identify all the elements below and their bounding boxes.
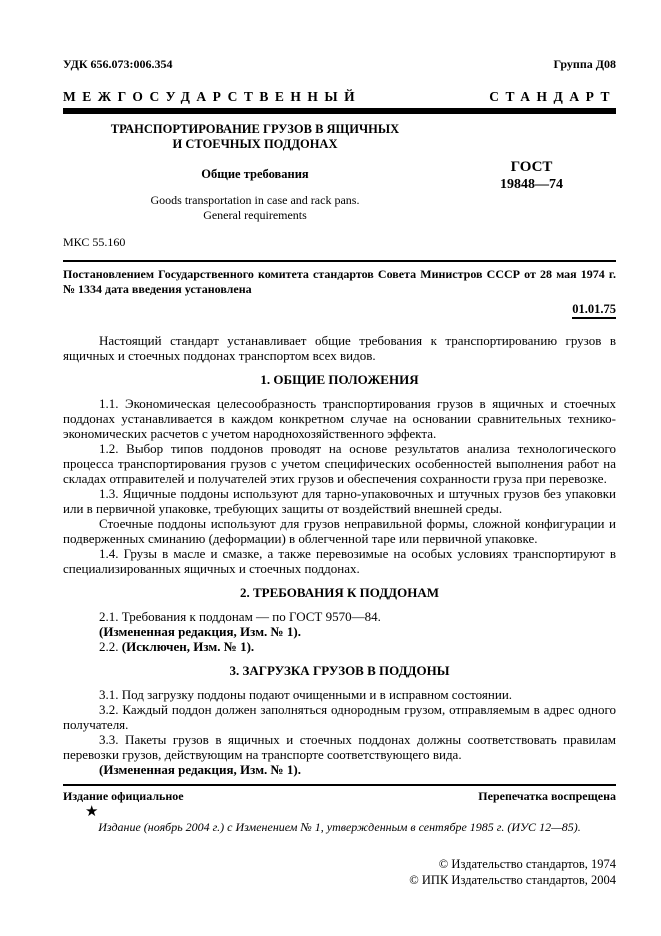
- paragraph: [63, 441, 616, 486]
- decree-rule: [63, 260, 616, 262]
- text-run: 1.4. Грузы в масле и смазке, а также перевозимые на особых условиях транспортируют в специализированных ящичных и стоечных поддонах.: [63, 546, 616, 576]
- copyrights: [63, 856, 616, 888]
- footer-row: [63, 789, 616, 804]
- header-bar: [63, 108, 616, 114]
- paragraph: [63, 687, 616, 702]
- sections: [63, 372, 616, 777]
- paragraph: [63, 516, 616, 546]
- header-meta-row: [63, 57, 616, 72]
- text-run: (Измененная редакция, Изм. № 1).: [99, 624, 301, 639]
- title-en: [63, 193, 447, 223]
- text-run: 3.1. Под загрузку поддоны подают очищенными и в исправном состоянии.: [99, 687, 513, 702]
- text-run: 1.1. Экономическая целесообразность транспортирования грузов в ящичных и стоечных поддонах устанавливается в каждом конкретном случае на основании сравнительных технико-экономических расчетов с учетом народнохозяйственного эффекта.: [63, 396, 616, 441]
- copyright-line-2004: © ИПК Издательство стандартов, 2004: [409, 873, 616, 887]
- intro-paragraph: Настоящий стандарт устанавливает общие требования к транспортированию грузов в ящичных и стоечных поддонах транспортом всех видов.: [63, 333, 616, 363]
- paragraph: [63, 762, 616, 777]
- title-ru: [63, 122, 447, 152]
- paragraph: [63, 702, 616, 732]
- reprint-notice-label: Перепечатка воспрещена: [478, 789, 616, 803]
- paragraph: [63, 624, 616, 639]
- text-run: (Измененная редакция, Изм. № 1).: [99, 762, 301, 777]
- paragraph: [63, 639, 616, 654]
- text-run: 1.3. Ящичные поддоны используют для тарно-упаковочных и штучных грузов без упаковки или в первичной упаковке, требующих защиты от воздействий внешней среды.: [63, 486, 616, 516]
- title-en-line: General requirements: [203, 208, 307, 222]
- text-run: 2.2.: [99, 639, 122, 654]
- subtitle-ru: Общие требования: [201, 167, 309, 181]
- section-heading: 2. ТРЕБОВАНИЯ К ПОДДОНАМ: [239, 585, 440, 600]
- title-ru-line: ТРАНСПОРТИРОВАНИЕ ГРУЗОВ В ЯЩИЧНЫХ: [110, 122, 400, 136]
- star-row: [63, 805, 616, 820]
- footer-rule: [63, 784, 616, 786]
- decree-text: Постановлением Государственного комитета стандартов Совета Министров СССР от 28 мая 1974 г. № 1334 дата введения установлена: [63, 267, 616, 296]
- official-edition-label: Издание официальное: [63, 789, 184, 803]
- text-run: 3.3. Пакеты грузов в ящичных и стоечных поддонах должны соответствовать правилам перевозки грузов, действующим на транспорте соответствующего вида.: [63, 732, 616, 762]
- text-run: Стоечные поддоны используют для грузов неправильной формы, сложной конфигурации и подверженных сминанию (деформации) в облегченной таре или первичной упаковке.: [63, 516, 616, 546]
- section-heading: 1. ОБЩИЕ ПОЛОЖЕНИЯ: [260, 372, 419, 387]
- gost-number: 19848—74: [500, 177, 563, 192]
- group-label: Группа Д08: [553, 57, 616, 71]
- edition-note: Издание (ноябрь 2004 г.) с Изменением № 1, утвержденным в сентябре 1985 г. (ИУС 12—85).: [98, 820, 581, 834]
- paragraph: [63, 732, 616, 762]
- text-run: 3.2. Каждый поддон должен заполняться однородным грузом, отправляемым в адрес одного получателя.: [63, 702, 616, 732]
- title-ru-line: И СТОЕЧНЫХ ПОДДОНАХ: [172, 137, 338, 151]
- paragraph: [63, 609, 616, 624]
- standard-kind: МЕЖГОСУДАРСТВЕННЫЙ СТАНДАРТ: [63, 89, 616, 104]
- text-run: 1.2. Выбор типов поддонов проводят на основе результатов анализа технологического процесса транспортирования грузов с учетом специфических особенностей выполнения работ на складах отправителей и получателей этих грузов и обеспечения сохранности груза при перевозке.: [63, 441, 616, 486]
- paragraph: [63, 396, 616, 441]
- gost-column: [447, 122, 616, 223]
- effective-date: 01.01.75: [572, 302, 616, 319]
- section-heading: 3. ЗАГРУЗКА ГРУЗОВ В ПОДДОНЫ: [229, 663, 450, 678]
- mks-code: МКС 55.160: [63, 235, 126, 249]
- title-block: [63, 122, 447, 223]
- gost-block: [447, 158, 616, 194]
- gost-label: ГОСТ: [510, 159, 553, 175]
- paragraph: [63, 486, 616, 516]
- udk-label: УДК 656.073:006.354: [63, 57, 173, 71]
- text-run: 2.1. Требования к поддонам — по ГОСТ 9570—84.: [99, 609, 381, 624]
- date-row: [63, 300, 616, 319]
- copyright-line-1974: © Издательство стандартов, 1974: [438, 857, 616, 871]
- title-en-line: Goods transportation in case and rack pans.: [150, 193, 360, 207]
- paragraph: [63, 546, 616, 576]
- header-main: [63, 122, 616, 223]
- star-icon: ★: [85, 804, 99, 820]
- text-run: (Исключен, Изм. № 1).: [121, 639, 255, 654]
